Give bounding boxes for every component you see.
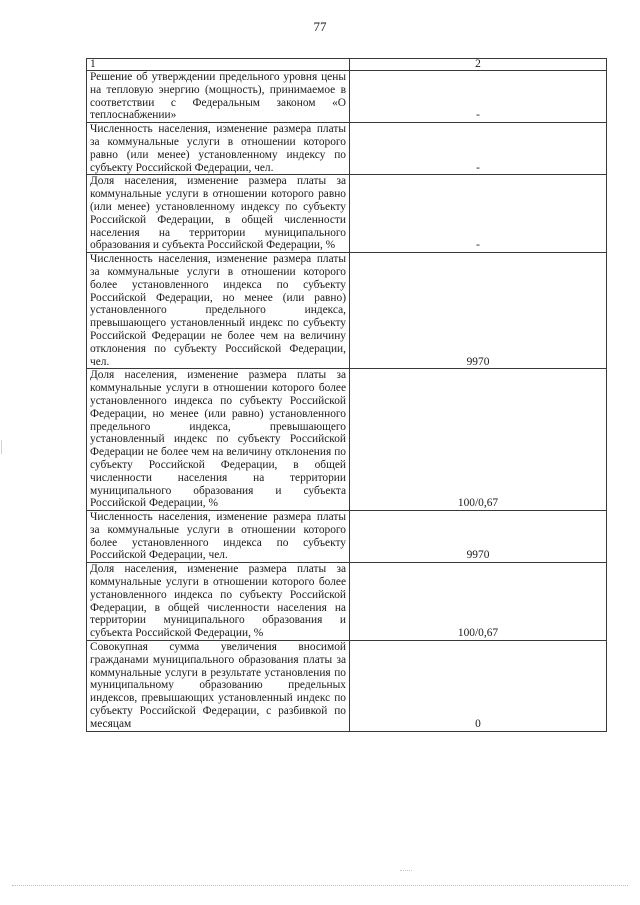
row-value: 9970 [350,253,607,369]
row-label: Численность населения, изменение размера платы за коммунальные услуги в отношении которого более установленного индекса по субъекту Российской Федерации, чел. [87,511,350,563]
table-row [87,71,607,123]
indicators-table [86,58,607,732]
table-row [87,511,607,563]
row-label: Численность населения, изменение размера платы за коммунальные услуги в отношении которого более установленного индекса по субъекту Российской Федерации, но менее (или равно) установленного предельного индекса, превышающего установленный индекс по субъекту Российской Федерации не более чем на величину отклонения по субъекту Российской Федерации, чел. [87,253,350,369]
row-label: Доля населения, изменение размера платы за коммунальные услуги в отношении которого более установленного индекса по субъекту Российской Федерации, но менее (или равно) установленного предельного индекса, превышающего установленный индекс по субъекту Российской Федерации не более чем на величину отклонения по субъекту Российской Федерации, в общей численности населения на территории муниципального образования и субъекта Российской Федерации, % [87,369,350,511]
table-row [87,369,607,511]
row-value: 100/0,67 [350,369,607,511]
row-label: Решение об утверждении предельного уровня цены на тепловую энергию (мощность), принимаемое в соответствии с Федеральным законом «О теплоснабжении» [87,71,350,123]
table-row [87,563,607,641]
row-value: 0 [350,641,607,732]
scan-footer-noise [12,885,628,888]
row-label: Доля населения, изменение размера платы за коммунальные услуги в отношении которого равно (или менее) установленному индексу по субъекту Российской Федерации, в общей численности населения на территории муниципального образования и субъекта Российской Федерации, % [87,175,350,253]
column-header-1: 1 [87,59,350,71]
table-row [87,175,607,253]
table-header-row [87,59,607,71]
page-number: 77 [313,19,327,34]
row-label: Численность населения, изменение размера платы за коммунальные услуги в отношении которого равно (или менее) установленному индексу по субъекту Российской Федерации, чел. [87,123,350,175]
row-value: 9970 [350,511,607,563]
row-value: 100/0,67 [350,563,607,641]
scan-noise [400,870,412,872]
scan-margin-mark [1,440,2,454]
row-value: - [350,71,607,123]
column-header-2: 2 [350,59,607,71]
row-label: Доля населения, изменение размера платы за коммунальные услуги в отношении которого более установленного индекса по субъекту Российской Федерации, в общей численности населения на территории муниципального образования и субъекта Российской Федерации, % [87,563,350,641]
row-label: Совокупная сумма увеличения вносимой гражданами муниципального образования платы за коммунальные услуги в результате установления по муниципальному образованию предельных индексов, превышающих установленный индекс по субъекту Российской Федерации, с разбивкой по месяцам [87,641,350,732]
row-value: - [350,123,607,175]
table-row [87,123,607,175]
row-value: - [350,175,607,253]
table-row [87,641,607,732]
table-row [87,253,607,369]
